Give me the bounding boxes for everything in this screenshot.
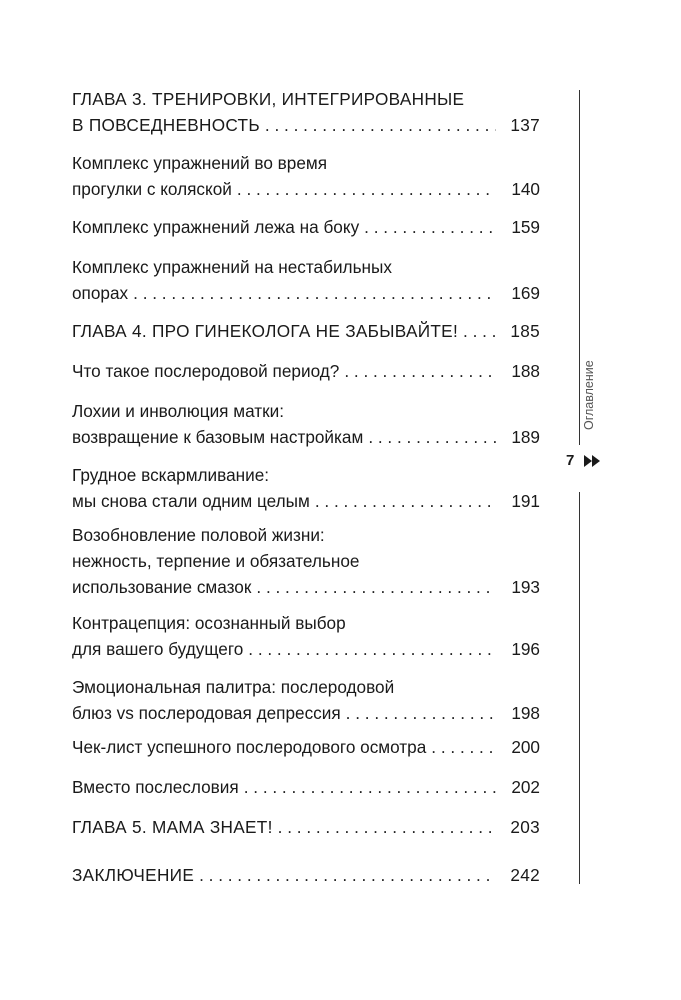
- toc-entry-leader-row: [72, 318, 540, 344]
- toc-entry-leader-row: [72, 814, 540, 840]
- toc-page-number: 189: [511, 427, 540, 447]
- toc-entry-title: мы снова стали одним целым: [72, 491, 310, 511]
- toc-entry-leader-row: [72, 424, 540, 450]
- toc-entry-title: блюз vs послеродовая депрессия: [72, 703, 341, 723]
- toc-page-number: 185: [510, 321, 540, 341]
- toc-entry-title: Чек-лист успешного послеродового осмотра: [72, 737, 427, 757]
- toc-entry: [72, 610, 540, 662]
- toc-chapter: [72, 814, 540, 840]
- toc-page-number: 203: [510, 817, 540, 837]
- toc-page-number: 202: [511, 777, 540, 797]
- dot-leader: [458, 318, 496, 344]
- toc-entry-leader-row: [72, 636, 540, 662]
- dot-leader: [310, 488, 496, 514]
- toc-entry-leader-row: [72, 488, 540, 514]
- dot-leader: [339, 358, 496, 384]
- section-title-vertical: Оглавление: [582, 360, 596, 430]
- toc-entry-line: Комплекс упражнений во время: [72, 153, 328, 173]
- toc-chapter: [72, 862, 540, 888]
- toc-entry-title: ЗАКЛЮЧЕНИЕ: [72, 865, 195, 885]
- toc-page-number: 137: [510, 115, 540, 135]
- margin-rule-top: [579, 90, 580, 445]
- toc-entry-leader-row: [72, 862, 540, 888]
- toc-entry: [72, 398, 540, 450]
- dot-leader: [243, 636, 496, 662]
- toc-entry-leader-row: [72, 112, 540, 138]
- dot-leader: [232, 176, 496, 202]
- toc-entry-leader-row: [72, 700, 540, 726]
- dot-leader: [273, 814, 496, 840]
- toc-entry-line: Комплекс упражнений на нестабильных: [72, 257, 392, 277]
- toc-entry-title: опорах: [72, 283, 129, 303]
- toc-entry-leader-row: [72, 774, 540, 800]
- toc-entry: [72, 522, 540, 600]
- toc-page-number: 200: [511, 737, 540, 757]
- toc-entry-leader-row: [72, 574, 540, 600]
- toc-entry-line: Грудное вскармливание:: [72, 465, 270, 485]
- toc-entry: [72, 358, 540, 384]
- toc-entry-leader-row: [72, 358, 540, 384]
- toc-entry-line: Лохии и инволюция матки:: [72, 401, 285, 421]
- toc-page-number: 242: [510, 865, 540, 885]
- toc-entry-title: Что такое послеродовой период?: [72, 361, 340, 381]
- toc-entry-title: возвращение к базовым настройкам: [72, 427, 364, 447]
- toc-entry-title: ГЛАВА 4. ПРО ГИНЕКОЛОГА НЕ ЗАБЫВАЙТЕ!: [72, 321, 459, 341]
- margin-rule-bottom: [579, 492, 580, 884]
- toc-entry-leader-row: [72, 176, 540, 202]
- dot-leader: [341, 700, 496, 726]
- toc-entry: [72, 214, 540, 240]
- toc-entry-title: ГЛАВА 5. МАМА ЗНАЕТ!: [72, 817, 273, 837]
- toc-page-number: 193: [511, 577, 540, 597]
- toc-chapter: [72, 86, 540, 138]
- dot-leader: [260, 112, 496, 138]
- double-arrow-right-icon: [584, 455, 602, 467]
- toc-entry-line: нежность, терпение и обязательное: [72, 551, 360, 571]
- toc-entry-title: В ПОВСЕДНЕВНОСТЬ: [72, 115, 260, 135]
- dot-leader: [251, 574, 496, 600]
- toc-page-number: 159: [511, 217, 540, 237]
- toc-page-number: 188: [511, 361, 540, 381]
- toc-entry-title: прогулки с коляской: [72, 179, 232, 199]
- toc-page-number: 191: [511, 491, 540, 511]
- toc-chapter: [72, 318, 540, 344]
- dot-leader: [194, 862, 496, 888]
- toc-page-number: 198: [511, 703, 540, 723]
- toc-entry-line: ГЛАВА 3. ТРЕНИРОВКИ, ИНТЕГРИРОВАННЫЕ: [72, 89, 465, 109]
- toc-entry-leader-row: [72, 734, 540, 760]
- toc-entry-title: Комплекс упражнений лежа на боку: [72, 217, 360, 237]
- toc-entry: [72, 774, 540, 800]
- toc-entry-line: Возобновление половой жизни:: [72, 525, 325, 545]
- dot-leader: [363, 424, 496, 450]
- dot-leader: [359, 214, 496, 240]
- toc-entry-title: Вместо послесловия: [72, 777, 239, 797]
- toc-page-number: 169: [511, 283, 540, 303]
- toc-entry-line: Эмоциональная палитра: послеродовой: [72, 677, 395, 697]
- dot-leader: [239, 774, 496, 800]
- toc-page-number: 196: [511, 639, 540, 659]
- page-number: 7: [566, 452, 575, 469]
- toc-entry: [72, 150, 540, 202]
- toc-page-number: 140: [511, 179, 540, 199]
- dot-leader: [426, 734, 496, 760]
- dot-leader: [128, 280, 496, 306]
- toc-entry: [72, 674, 540, 726]
- toc-entry-leader-row: [72, 214, 540, 240]
- toc-entry: [72, 734, 540, 760]
- toc-entry-title: использование смазок: [72, 577, 252, 597]
- toc-entry-leader-row: [72, 280, 540, 306]
- toc-entry: [72, 254, 540, 306]
- toc-entry: [72, 462, 540, 514]
- toc-entry-title: для вашего будущего: [72, 639, 244, 659]
- toc-entry-line: Контрацепция: осознанный выбор: [72, 613, 346, 633]
